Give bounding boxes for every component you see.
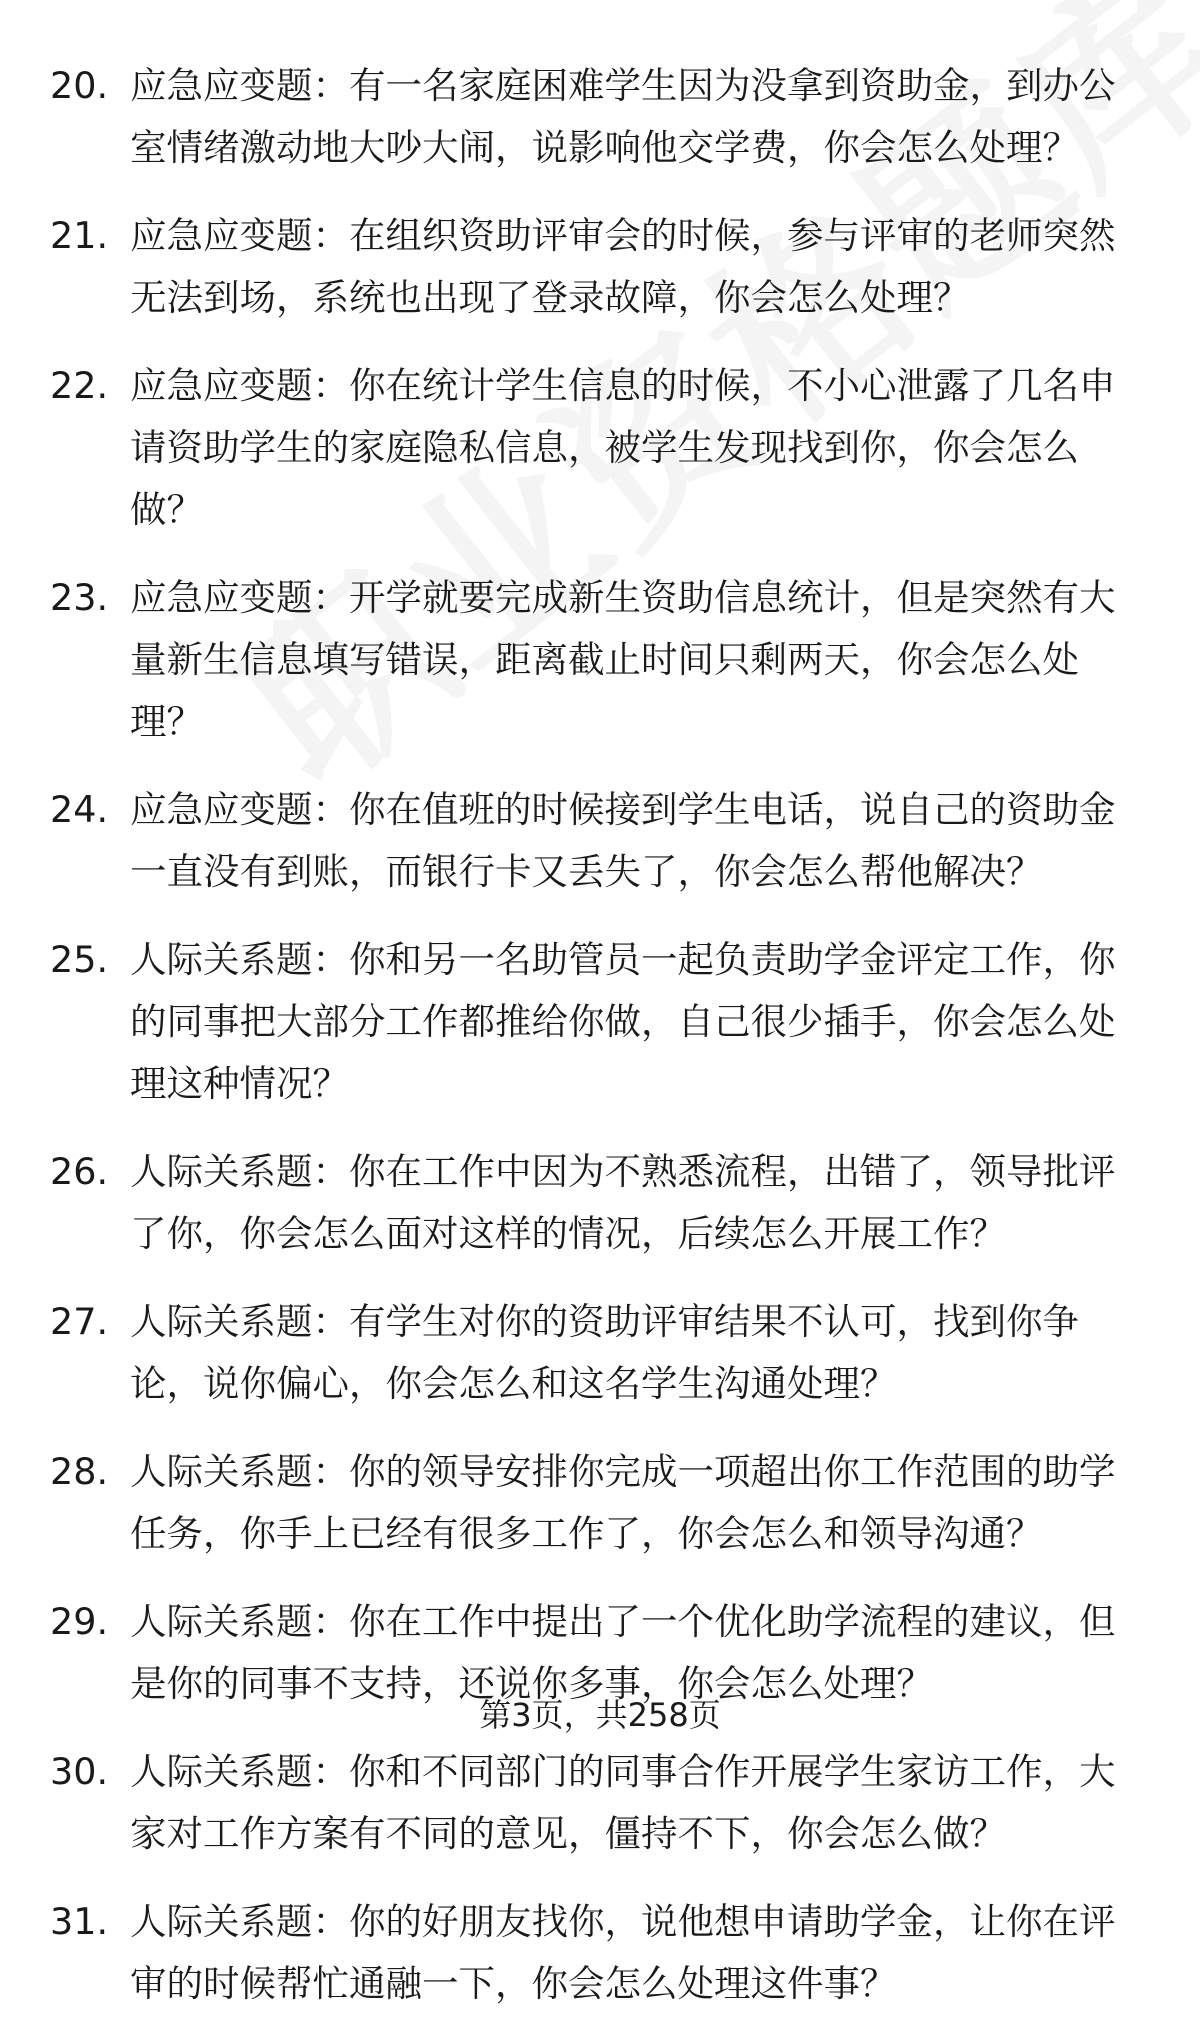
question-number: 23. [50, 576, 109, 619]
question-item [0, 929, 1140, 1115]
question-text: 人际关系题：你在工作中提出了一个优化助学流程的建议，但是你的同事不支持，还说你多事，你会怎么处理？ [130, 1600, 1116, 1705]
question-text: 人际关系题：你和另一名助管员一起负责助学金评定工作，你的同事把大部分工作都推给你做，自己很少插手，你会怎么处理这种情况？ [130, 938, 1116, 1105]
question-number: 21. [50, 214, 109, 257]
question-item [0, 1141, 1140, 1265]
question-number: 31. [50, 1900, 109, 1943]
question-number: 24. [50, 788, 109, 831]
question-item [0, 205, 1140, 329]
question-item [0, 55, 1140, 179]
question-number: 20. [50, 64, 109, 107]
page-footer: 第3页，共258页 [479, 1696, 721, 1734]
question-text: 人际关系题：你的好朋友找你，说他想申请助学金，让你在评审的时候帮忙通融一下，你会怎么处理这件事？ [130, 1900, 1116, 2005]
question-number: 30. [50, 1750, 109, 1793]
question-number: 28. [50, 1450, 109, 1493]
question-text: 人际关系题：你的领导安排你完成一项超出你工作范围的助学任务，你手上已经有很多工作了，你会怎么和领导沟通？ [130, 1450, 1116, 1555]
question-number: 25. [50, 938, 109, 981]
question-item [0, 1441, 1140, 1565]
question-text: 人际关系题：你和不同部门的同事合作开展学生家访工作，大家对工作方案有不同的意见，僵持不下，你会怎么做？ [130, 1750, 1116, 1855]
question-number: 22. [50, 364, 109, 407]
question-number: 29. [50, 1600, 109, 1643]
question-item [0, 1291, 1140, 1415]
question-text: 人际关系题：你在工作中因为不熟悉流程，出错了，领导批评了你，你会怎么面对这样的情况，后续怎么开展工作？ [130, 1150, 1116, 1255]
question-item [0, 355, 1140, 541]
question-item [0, 779, 1140, 903]
question-list [0, 55, 1200, 2041]
question-item [0, 1891, 1140, 2015]
question-number: 26. [50, 1150, 109, 1193]
question-text: 应急应变题：你在值班的时候接到学生电话，说自己的资助金一直没有到账，而银行卡又丢失了，你会怎么帮他解决？ [130, 788, 1116, 893]
question-item [0, 567, 1140, 753]
question-item [0, 1741, 1140, 1865]
question-text: 应急应变题：有一名家庭困难学生因为没拿到资助金，到办公室情绪激动地大吵大闹，说影响他交学费，你会怎么处理？ [130, 64, 1116, 169]
question-text: 应急应变题：开学就要完成新生资助信息统计，但是突然有大量新生信息填写错误，距离截止时间只剩两天，你会怎么处理？ [130, 576, 1116, 743]
question-text: 应急应变题：你在统计学生信息的时候，不小心泄露了几名申请资助学生的家庭隐私信息，被学生发现找到你，你会怎么做？ [130, 364, 1116, 531]
question-text: 应急应变题：在组织资助评审会的时候，参与评审的老师突然无法到场，系统也出现了登录故障，你会怎么处理？ [130, 214, 1116, 319]
question-number: 27. [50, 1300, 109, 1343]
question-text: 人际关系题：有学生对你的资助评审结果不认可，找到你争论，说你偏心，你会怎么和这名学生沟通处理？ [130, 1300, 1079, 1405]
